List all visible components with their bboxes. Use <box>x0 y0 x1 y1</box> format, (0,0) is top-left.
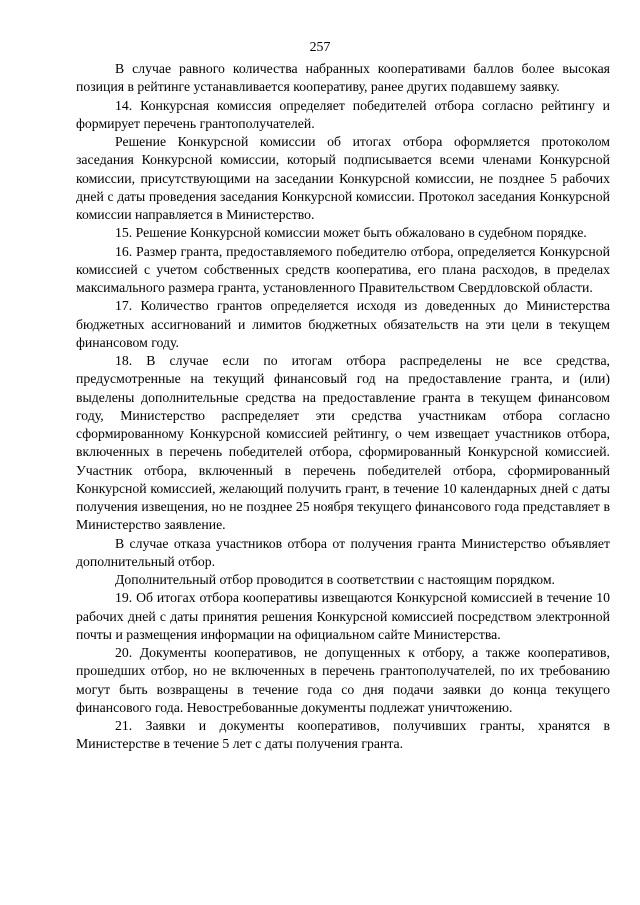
document-body <box>76 60 610 754</box>
paragraph-16: 16. Размер гранта, предоставляемого победителю отбора, определяется Конкурсной комиссией с учетом собственных средств кооператива, его плана расходов, в пределах максимального размера гранта, установленного Правительством Свердловской области. <box>76 243 610 295</box>
paragraph-18-additional: Дополнительный отбор проводится в соответствии с настоящим порядком. <box>115 572 555 587</box>
paragraph-21: 21. Заявки и документы кооперативов, получивших гранты, хранятся в Министерстве в течение 5 лет с даты получения гранта. <box>76 718 610 752</box>
paragraph-20: 20. Документы кооперативов, не допущенных к отбору, а также кооперативов, прошедших отбор, но не включенных в перечень грантополучателей, по их требованию могут быть возвращены в течение года со дня подачи заявки до конца текущего финансового года. Невостребованные документы подлежат уничтожению. <box>76 645 610 715</box>
paragraph-14-decision: Решение Конкурсной комиссии об итогах отбора оформляется протоколом заседания Конкурсной комиссии, который подписывается всеми членами Конкурсной комиссии, присутствующими на заседании Конкурсной комиссии, не позднее 5 рабочих дней с даты проведения заседания Конкурсной комиссии. Протокол заседания Конкурсной комиссии направляется в Министерство. <box>76 134 610 222</box>
paragraph-rating-tie: В случае равного количества набранных кооперативами баллов более высокая позиция в рейтинге устанавливается кооперативу, ранее других подавшему заявку. <box>76 61 610 95</box>
paragraph-14: 14. Конкурсная комиссия определяет победителей отбора согласно рейтингу и формирует перечень грантополучателей. <box>76 97 610 131</box>
paragraph-17: 17. Количество грантов определяется исходя из доведенных до Министерства бюджетных ассигнований и лимитов бюджетных обязательств на эти цели в текущем финансовом году. <box>76 298 610 350</box>
paragraph-15: 15. Решение Конкурсной комиссии может быть обжаловано в судебном порядке. <box>115 225 587 241</box>
paragraph-18: 18. В случае если по итогам отбора распределены не все средства, предусмотренные на текущий финансовый год на предоставление гранта, и (или) выделены дополнительные средства на предоставление гранта в текущем финансовом году, Министерство распределяет эти средства участникам отбора согласно сформированному Конкурсной комиссией рейтингу, о чем извещает участников отбора, включенных в перечень победителей отбора, сформированный Конкурсной комиссией. Участник отбора, включенный в перечень победителей отбора, сформированный Конкурсной комиссией, желающий получить грант, в течение 10 календарных дней с даты получения извещения, но не позднее 25 ноября текущего финансового года представляет в Министерство заявление. <box>76 353 610 533</box>
paragraph-19: 19. Об итогах отбора кооперативы извещаются Конкурсной комиссией в течение 10 рабочих дней с даты принятия решения Конкурсной комиссией посредством электронной почты и размещения информации на официальном сайте Министерства. <box>76 590 610 642</box>
page-number: 257 <box>309 39 331 54</box>
paragraph-18-refusal: В случае отказа участников отбора от получения гранта Министерство объявляет дополнительный отбор. <box>76 535 610 569</box>
